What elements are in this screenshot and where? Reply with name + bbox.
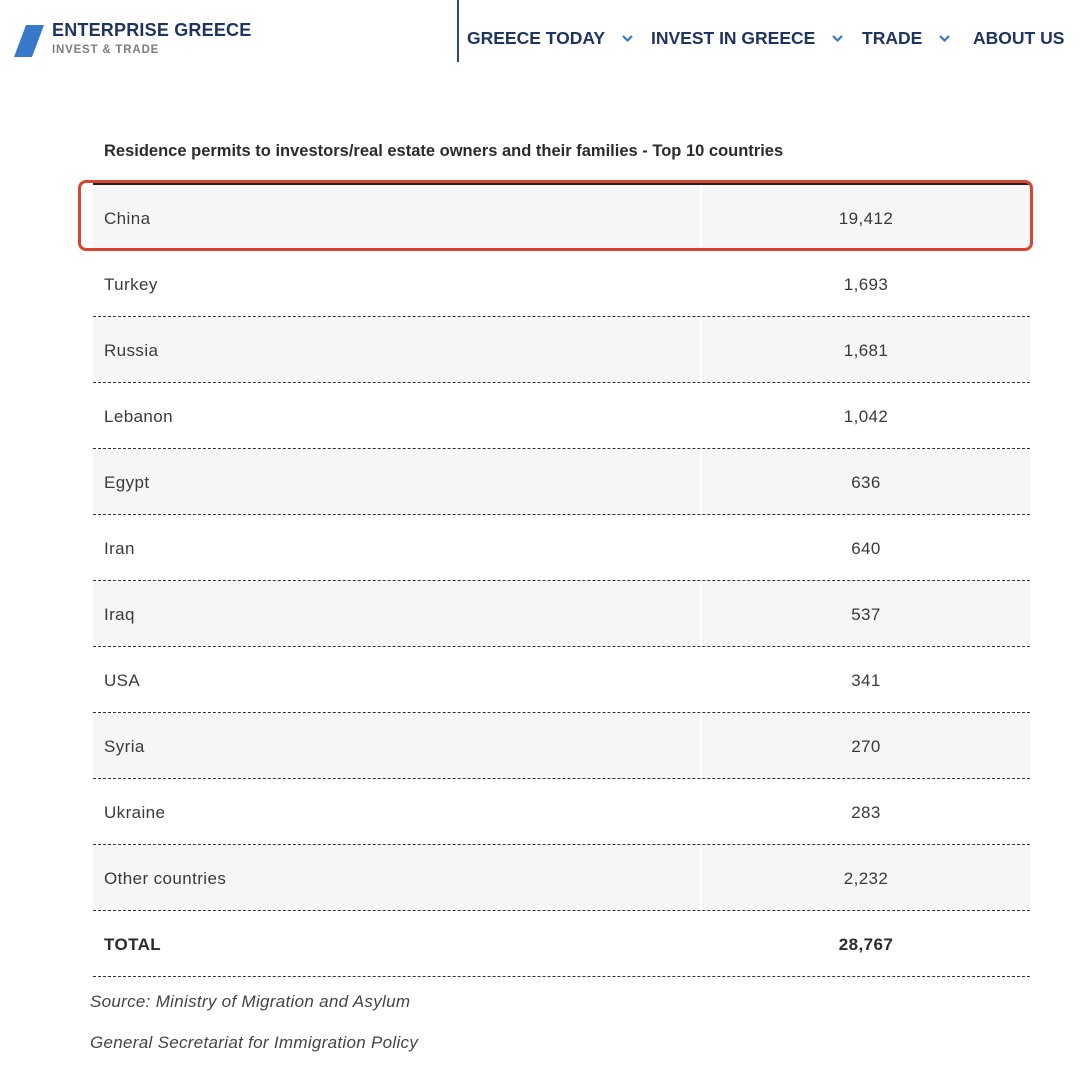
value-cell: 636 (851, 473, 881, 492)
country-cell: Egypt (104, 473, 150, 492)
country-cell: Iraq (104, 605, 135, 624)
table-row (93, 449, 1030, 515)
source-secretariat: General Secretariat for Immigration Policy (90, 1033, 419, 1052)
table-row (93, 845, 1030, 911)
table-row (93, 515, 1030, 581)
country-cell: Ukraine (104, 803, 166, 822)
table-row (93, 581, 1030, 647)
value-cell: 19,412 (838, 209, 894, 228)
logo-subtitle: INVEST & TRADE (52, 44, 160, 56)
value-cell: 2,232 (843, 869, 889, 888)
nav-trade[interactable] (862, 28, 950, 52)
country-cell: USA (104, 671, 141, 690)
nav-label: ABOUT US (973, 28, 1065, 48)
value-cell: 537 (851, 605, 881, 624)
country-cell: China (104, 209, 151, 228)
value-cell: 640 (851, 539, 881, 558)
table-row (93, 647, 1030, 713)
country-cell: Other countries (104, 869, 227, 888)
country-cell: Turkey (104, 275, 158, 294)
country-cell: Lebanon (104, 407, 173, 426)
nav-about-us[interactable] (973, 28, 1080, 52)
country-cell: Russia (104, 341, 159, 360)
table-row (93, 383, 1030, 449)
nav-label: TRADE (862, 28, 923, 48)
logo-title[interactable]: ENTERPRISE GREECE (52, 20, 252, 40)
table-total-row (93, 911, 1030, 977)
table-caption: Residence permits to investors/real estate owners and their families - Top 10 countries (104, 142, 784, 160)
chevron-down-icon (622, 35, 633, 42)
chevron-down-icon (832, 35, 843, 42)
nav-label: INVEST IN GREECE (651, 28, 816, 48)
total-value: 28,767 (838, 935, 894, 954)
nav-label: GREECE TODAY (467, 28, 605, 48)
value-cell: 283 (851, 803, 881, 822)
source-line: Source: Ministry of Migration and Asylum (90, 992, 411, 1011)
value-cell: 341 (851, 671, 881, 690)
table-row (93, 317, 1030, 383)
value-cell: 1,681 (843, 341, 889, 360)
site-header (0, 0, 1080, 62)
value-cell: 1,693 (843, 275, 889, 294)
value-cell: 270 (851, 737, 881, 756)
country-cell: Syria (104, 737, 145, 756)
nav-greece-today[interactable] (467, 28, 633, 52)
header-divider (457, 0, 459, 62)
chevron-down-icon (939, 35, 950, 42)
logo-mark-icon[interactable] (14, 25, 44, 57)
table-row (93, 251, 1030, 317)
value-cell: 1,042 (843, 407, 889, 426)
table-row (93, 713, 1030, 779)
country-cell: Iran (104, 539, 135, 558)
total-label: TOTAL (104, 935, 162, 954)
main-nav (467, 0, 1080, 62)
table-row (93, 779, 1030, 845)
nav-invest-in-greece[interactable] (651, 28, 843, 52)
table-row (93, 185, 1030, 251)
